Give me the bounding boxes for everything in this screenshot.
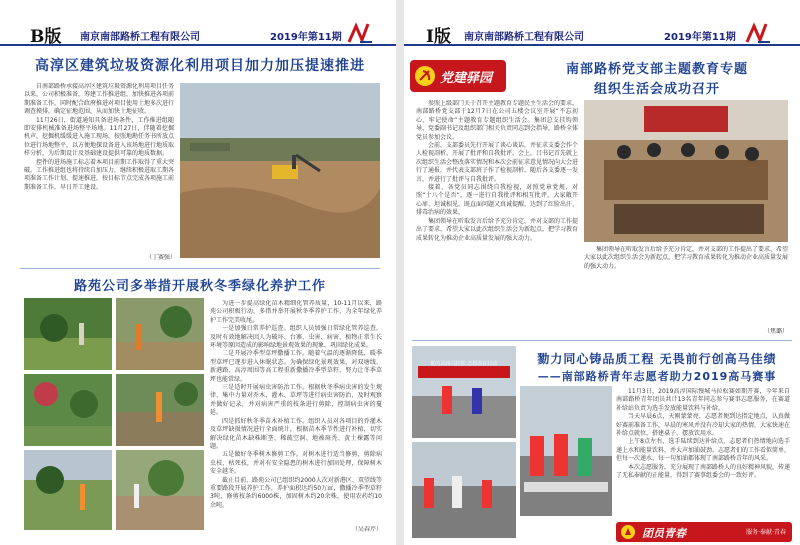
youth-league-emblem-icon	[620, 524, 636, 540]
company-logo	[346, 22, 376, 44]
greening-photo-3	[24, 374, 112, 446]
greening-photo-6	[116, 450, 204, 530]
paragraph: 三是适时开展病虫害防治工作。根据秋冬季病虫害的发生规律，集中力量对乔木、灌木、草坪等进行病虫害防治，及时观察并做好记录，并对病害严重的枝条进行剪除，控制病虫害的蔓延。	[210, 384, 382, 417]
paragraph: 一是加强日常养护巡查。组织人员加强日常绿化管养巡查，及时有效地解决因人为破坏、台寨、虫害、病害、植物正常生长环境等原因造成的影响绿地景观效果的现象，巩固绿化成果。	[210, 325, 382, 350]
article1-body-cont	[584, 246, 788, 332]
greening-photo-4	[116, 374, 204, 446]
left-page	[0, 0, 396, 545]
article1-author: （焦璐）	[763, 328, 788, 335]
divider	[412, 340, 792, 341]
slogan-label: 团员青春	[642, 527, 686, 540]
article2-title: 路苑公司多举措开展秋冬季绿化养护工作	[73, 279, 326, 294]
issue-number: 2019年第11期	[664, 32, 736, 43]
article1-title-line2: 组织生活会成功召开	[593, 82, 720, 97]
article2-author: （吴春芹）	[351, 526, 382, 533]
marathon-photo-3	[520, 386, 612, 516]
tag: 青春	[773, 529, 786, 536]
divider	[20, 268, 380, 269]
paragraph: 自南部路桥承接高淳区建筑垃圾资源化利用项目任务以来，公司积极准备，筹建工作推进组，加快推进各项前期准备工作，同时配合政府推进对项目使用土地多次进行调查摸排，确定征地范围，从而加快土地征收。	[24, 83, 174, 116]
tags: 服务·奉献·青春	[746, 529, 786, 536]
company-logo	[744, 22, 774, 44]
article1-title-line1: 南部路桥党支部主题教育专题	[565, 62, 748, 77]
article2-body	[210, 300, 382, 525]
page-gutter	[396, 0, 404, 545]
paragraph: 11月3日，2019高淳国际慢城马拉松赛如期开赛，今年来自南部路桥青年团员共计13名青年同志参与赛事志愿服务，在赛道补给站负责为选手发放能量饮料与补给。	[616, 388, 790, 412]
right-header	[404, 22, 800, 46]
paragraph: 当天早晨6点，天刚蒙蒙亮，志愿者便到达指定地点，认真做好赛前准备工作，早晨的寒风并没有冷却大家的热情，大家快速在补给点就位，搭建桌子、摆放饮用水。	[616, 413, 790, 438]
edition-label: I版	[426, 27, 451, 47]
greening-photo-1	[24, 298, 112, 370]
party-emblem-icon	[414, 65, 436, 87]
paragraph: 参照上级部门关于召开主题教育专题民主生活会的要求，南部路桥党支部于12月7日在公司五楼会议室开展“不忘初心、牢记使命”主题教育专题组织生活会。集团总支挂钩领导、党委副书记及组织部门相关负责同志到会指导，路桥全体党员参加会议。	[416, 100, 578, 141]
marathon-photo-2	[412, 442, 516, 538]
paragraph: 四是抓好秋冬季苗木补植工作。组织人员对各项目的乔灌木及草坪缺损情况进行全面统计，根据苗木季节性进行补植，切实解决绿化苗木缺株断垄、稀疏空洞、地被斑秃、黄土裸露等问题。	[210, 417, 382, 450]
paragraph: 为进一步提高绿化苗木精细化管养质量，10-11月以来，路苑公司积极行动，多措并举开展秋冬季养护工作，为全年绿化养护工作完美收尾。	[210, 300, 382, 324]
article1-author: （丁赛强）	[145, 254, 176, 261]
party-column-badge	[410, 60, 506, 92]
construction-site-photo	[180, 83, 380, 258]
paragraph: 接着，各党员同志围绕自我检视，对照党章党规，对照“十八个是否”，逐一进行自我批评和相互批评，大家敞开心扉、坦诚相见，既直面问题又真诚提醒，达到了红脸出汗、排毒治病的效果。	[416, 184, 578, 217]
article1-body	[416, 100, 578, 332]
slogan-bar	[616, 522, 792, 542]
paragraph: 控件的进场施工标志着本项目前期工作取得了重大突破，工作推进组也将持续自加压力，继续积极进取工期各项准备工作计划、提速推进，按目标节点完成各项施工前期准备工作，早日开工建设。	[24, 158, 174, 191]
tag: 服务	[746, 529, 759, 536]
company-name: 南京南部路桥工程有限公司	[464, 32, 584, 43]
tag: 奉献	[760, 529, 773, 536]
article1-body	[24, 83, 174, 255]
paragraph: 11月26日，街道通知具备进场条件，工作推进组随即安排机械准备进场整平场地。11月27日，伴随着挖掘机声，挖掘机缓缓进入施工现场，按照地勘任务书所放点位进行场地整平，以方便地探设备进入该场地进行地质取样分析，为后期设计及基础建设提供可靠的地质数据。	[24, 116, 174, 158]
paragraph: 集团领导在听取发言后给予充分肯定，并对支部的工作提出了要求，希望大家以此次组织生活会为新起点，把学习教育成果转化为推动企业高质量发展的强大动力。	[416, 217, 578, 242]
paragraph: 五是做好冬季树木修剪工作。对树木进行适当修剪，剪除病虫枝、枯死枝，并对有安全隐患的树木进行加固处理，保障树木安全越冬。	[210, 451, 382, 476]
banner-text: 助力高淳马拉松 志愿者在行动	[430, 361, 498, 367]
paragraph: 集团领导在听取发言后给予充分肯定，并对支部的工作提出了要求，希望大家以此次组织生活会为新起点，把学习教育成果转化为推动企业高质量发展的强大动力。	[584, 246, 788, 270]
column-badge-label: 党建驿园	[440, 71, 493, 86]
meeting-photo	[584, 100, 788, 242]
article1-title: 高淳区建筑垃圾资源化利用项目加力加压提速推进	[35, 58, 365, 74]
paragraph: 二是开展冷季型草坪撒播工作。随着气温的逐渐降低，暖季型草坪已逐步进入休眠状态。为确保绿化景观效果，对双塘线、新港路、高淳周围等高工程重新撒播冷季型草籽，努力让冬季草坪也能常绿。	[210, 350, 382, 383]
article2-body	[616, 388, 790, 518]
paragraph: 会前，支部委员先行开展了谈心谈话，并征求支委会作个人检视剖析，开展了批评和自我批评。会上，吕书记首先就上次组织生活会整改落实情况和本次会前征求意见情况向大会进行了通报，并代表支部班子作了检视剖析，随后各支委逐一发言，并进行了批评与自我批评。	[416, 142, 578, 183]
company-name: 南京南部路桥工程有限公司	[80, 32, 200, 43]
left-header	[0, 22, 396, 46]
paragraph: 本次志愿服务，充分展现了南部路桥人的良好精神风貌，传递了无私奉献的正能量，得到了赛事组委会的一致好评。	[616, 463, 790, 480]
greening-photo-5	[24, 450, 112, 530]
article2-title-line1: 勠力同心铸品质工程 无畏前行创高马佳绩	[537, 352, 777, 366]
greening-photo-2	[116, 298, 204, 370]
paragraph: 上午8点左右，选手陆续到达补给点，志愿者们热情地向选手递上水和能量饮料，并大声加油鼓劲。志愿者们的工作看似简单，但每一次递水、每一句加油都体现了南部路桥青年的风采。	[616, 438, 790, 463]
paragraph: 截止目前，路苑公司已组织约2000人次对新港区、双望线等重要路段开展养护工作，养护面积达约50万㎡，撒播冷季型草籽3吨，修剪枝条约6000株，加固树木约20余株，使用农药约10余吨。	[210, 476, 382, 509]
right-page	[404, 0, 800, 545]
article2-title-line2: ——南部路桥青年志愿者助力2019高马赛事	[537, 370, 777, 383]
issue-number: 2019年第11期	[270, 32, 342, 43]
edition-label: B版	[30, 27, 62, 47]
